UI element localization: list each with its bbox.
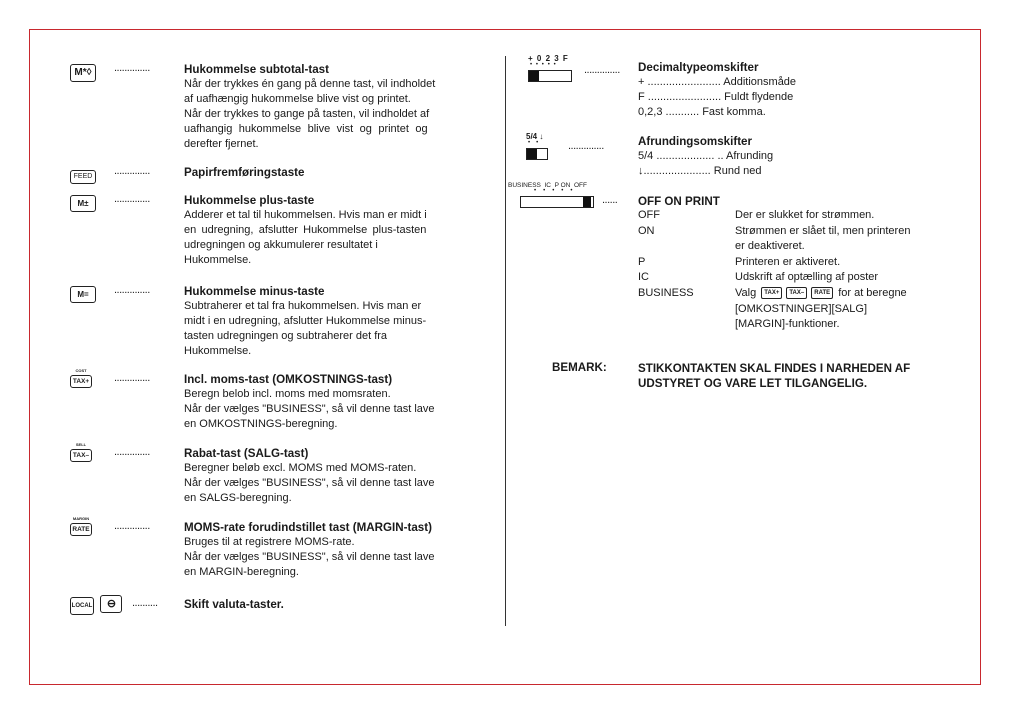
entry-currency-keys: LOCAL ⊖ .......... Skift valuta-taster. [70,597,480,617]
entry-rounding-switch: 5/4 ↓ •• .............. Afrundingsomskifter 5/4 ................... .. Afrunding ↓...................... Rund ned [526,132,774,177]
power-mode-table [638,208,948,333]
local-key-icon: LOCAL [70,597,94,615]
memory-minus-key-icon: M= [70,284,96,303]
entry-decimal-switch: + 0 2 3 F ••••• .............. Decimaltypeomskifter + ........................ Additionsmåde F ........................ Fuldt flydende 0,2,3 ........... Fast komma. [528,54,797,118]
mode-row-off: OFF Der er slukket for strømmen. [638,209,875,221]
entry-memory-minus: M= .............. Hukommelse minus-taste Subtraherer et tal fra hukommelsen. Hvis man er midt i en udregning, afslutter Hukommelse minus- tasten udregningen og subtraherer det fra Hukommelse. [70,284,480,364]
mode-row-p: P Printeren er aktiveret. [638,255,841,268]
decimal-switch-icon: + 0 2 3 F ••••• [528,54,572,82]
power-print-switch-icon: BUSINESS IC P ON OFF ••••• [508,182,604,208]
entry-sell-key: SELL TAX– .............. Rabat-tast (SALG-tast) Beregner beløb excl. MOMS med MOMS-raten. Når der vælges "BUSINESS", så vil denne tast lave en SALGS-beregning. [70,446,480,510]
entry-memory-plus: M± .............. Hukommelse plus-taste Adderer et tal til hukommelsen. Hvis man er midt i en udregning, afslutter Hukommelse plus-tasten udregningen og akkumulerer resultatet i Hukommelse. [70,193,480,273]
rounding-switch-icon: 5/4 ↓ •• [526,132,556,160]
memory-subtotal-key-icon: M*◊ [70,62,96,82]
tax-plus-key-icon: COST TAX+ [70,368,92,388]
rate-mini-icon: RATE [811,287,833,299]
foreign-currency-key-icon: ⊖ [100,595,122,613]
tax-minus-mini-icon: TAX– [786,287,807,299]
mode-row-on: ON Strømmen er slået til, men printeren er deaktiveret. [638,224,911,253]
entry-memory-subtotal: M*◊ .............. Hukommelse subtotal-tast Når der trykkes én gang på denne tast, vil indholdet af uafhængig hukommelse blive vist og printet. Når der trykkes to gange på tasten, vil indholdet af uafhangig hukommelse blive vist og printet og derefter fjernet. [70,62,480,152]
rate-key-icon: MARGIN RATE [70,516,92,536]
mode-row-ic: IC Udskrift af optælling af poster [638,271,879,284]
leader-dots: .............. [114,62,150,74]
note-label: BEMARK: [552,361,607,374]
tax-plus-mini-icon: TAX+ [761,287,782,299]
tax-minus-key-icon: SELL TAX– [70,442,92,462]
entry-title: Hukommelse subtotal-tast [184,63,329,76]
entry-power-print-switch: BUSINESS IC P ON OFF ••••• ...... OFF ON PRINT OFF Der er slukket for strømmen. ON Strømmen er slået til, men printeren er deaktiveret. P Printeren er aktiveret. IC Udskrift af optælling af poster BUSINESS Valg TAX+ TAX– RATE for at beregne [OMKOSTNINGER][SALG] [MARGIN]-funktioner. [522,182,962,342]
feed-key-icon: FEED [70,165,96,184]
entry-paper-feed: FEED .............. Papirfremføringstaste [70,165,480,183]
column-divider [505,56,506,626]
entry-cost-key: COST TAX+ .............. Incl. moms-tast (OMKOSTNINGS-tast) Beregn belob incl. moms med momsraten. Når der vælges "BUSINESS", så vil denne tast lave en OMKOSTNINGS-beregning. [70,372,480,436]
currency-key-icons [70,594,122,615]
memory-plus-key-icon: M± [70,193,96,212]
mode-row-business: BUSINESS Valg TAX+ TAX– RATE for at beregne [OMKOSTNINGER][SALG] [MARGIN]-funktioner. [638,286,907,331]
entry-margin-key: MARGIN RATE .............. MOMS-rate forudindstillet tast (MARGIN-tast) Bruges til at registrere MOMS-rate. Når der vælges "BUSINESS", så vil denne tast lave en MARGIN-beregning. [70,520,480,584]
